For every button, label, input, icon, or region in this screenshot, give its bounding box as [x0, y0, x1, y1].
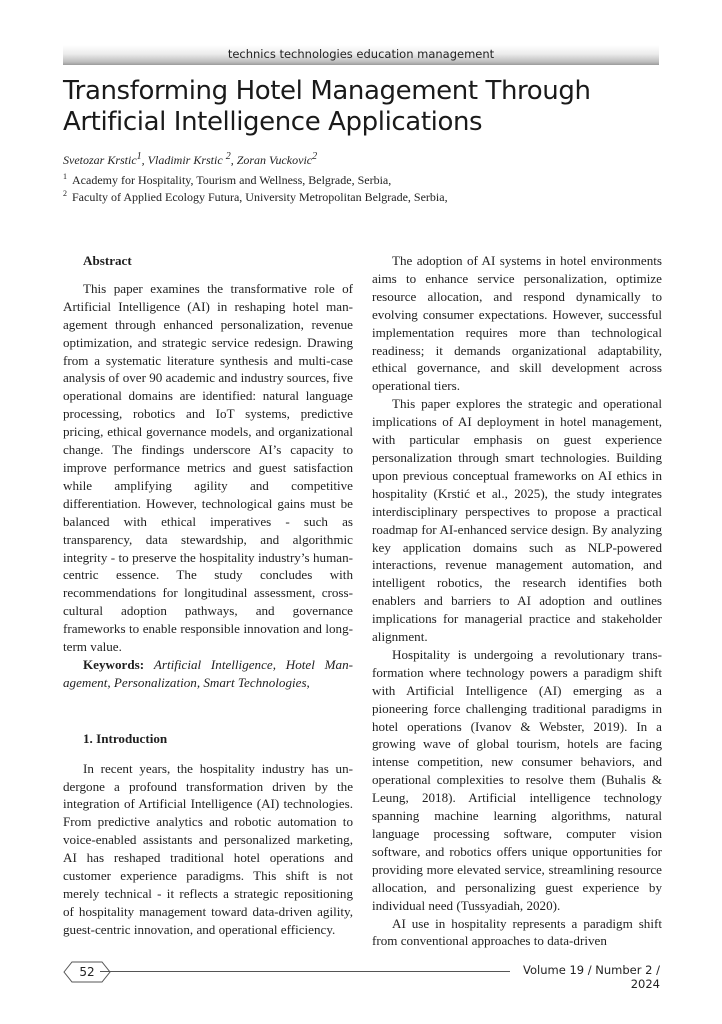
page-number: 52	[79, 965, 95, 979]
title-line-1: Transforming Hotel Management Through	[63, 76, 591, 106]
abstract-text: This paper examines the transformative role of Artificial Intelligence (AI) in reshaping hotel management through enhanced personalization, revenue optimization, and strategic service redesign. Drawing from a systematic literature synthesis and multi-case analysis of over 90 academic and industry sources, five operational domains are identified: natural language processing, robotics and IoT systems, predictive pricing, ethical governance models, and organizational change. The findings underscore AI’s capacity to improve performance metrics and guest satisfaction while amplifying agility and competitive differentiation. However, technological gains must be balanced with ethical imperatives - such as transparency, data stewardship, and algorithmic integrity - to preserve the hospitality industry’s human-centric essence. The study concludes with recommendations for longitudinal assessment, cross-cultural adoption pathways, and governance frameworks to enable responsible innovation and long-term value.	[63, 280, 353, 655]
abstract-heading: Abstract	[83, 253, 132, 268]
author-2: Vladimir Krstic	[147, 153, 226, 167]
right-column	[372, 252, 662, 950]
affiliation-1-text: Academy for Hospitality, Tourism and Wellness, Belgrade, Serbia,	[72, 173, 392, 187]
keywords	[63, 656, 353, 692]
left-column	[63, 252, 353, 939]
journal-header-bar	[63, 45, 659, 65]
author-2-affil: 2	[225, 151, 231, 162]
body-paragraph-1: The adoption of AI systems in hotel environments aims to enhance service personalization, optimize resource allocation, and respond dynamically to evolving consumer expectations. However, successful implementation requires more than technological readiness; it demands organizational adaptability, ethical governance, and skill development across operational tiers.	[372, 253, 662, 394]
affiliation-1	[63, 172, 391, 188]
affiliation-1-num: 1	[63, 172, 67, 181]
introduction-heading: 1. Introduction	[83, 730, 168, 746]
footer-divider	[100, 971, 510, 972]
author-3: Zoran Vuckovic	[236, 153, 313, 167]
body-paragraph-3: Hospitality is undergoing a revolutionary transformation where technology powers a paradigm shift with Artificial Intelligence (AI) emerging as a pioneering force challenging traditional paradigms in hotel operations (Ivanov & Webster, 2019). In a growing wave of global tourism, hotels are facing intense competition, new consumer behaviors, and operational complexities to resolve them (Buhalis & Leung, 2018). Artificial intelligence technology spanning machine learning algorithms, natural language processing software, computer vision software, and robotics offers unique opportunities for providing more elevated service, streamlining resource allocation, and personalizing guest experience by individual need (Tussyadiah, 2020).	[372, 646, 662, 913]
paper-title	[63, 76, 663, 138]
journal-name: technics technologies education management	[227, 47, 495, 61]
body-paragraph-2: This paper explores the strategic and operational implications of AI deployment in hotel management, with particular emphasis on guest experience personalization through smart technologies. Building upon previous conceptual frameworks on AI ethics in hospitality (Krstić et al., 2025), the study integrates interdisciplinary perspectives to propose a practical roadmap for AI-enhanced service design. By analyzing key application domains such as NLP-powered interactions, revenue management automation, and intelligent robotics, the research identifies both enablers and barriers to AI adoption and outlines implications for managerial practice and stakeholder alignment.	[372, 396, 662, 645]
section-spacer	[63, 692, 353, 730]
keywords-label: Keywords:	[83, 656, 145, 672]
body-paragraph-4: AI use in hospitality represents a paradigm shift from conventional approaches to data-driven	[372, 915, 662, 949]
footer-volume: Volume 19 / Number 2 / 2024	[523, 963, 660, 991]
author-list: Svetozar Krstic$^1$, Vladimir Krstic $^2$, Zoran Vuckovic$^2$	[63, 151, 318, 167]
affiliation-2	[63, 189, 448, 205]
author-1: Svetozar Krstic	[63, 153, 137, 167]
affiliation-2-text: Faculty of Applied Ecology Futura, University Metropolitan Belgrade, Serbia,	[72, 190, 448, 204]
author-1-affil: 1	[136, 151, 142, 162]
title-line-2: Artificial Intelligence Applications	[63, 107, 483, 137]
affiliation-2-num: 2	[63, 189, 67, 198]
author-3-affil: 2	[312, 151, 318, 162]
introduction-paragraph-1: In recent years, the hospitality industry has undergone a profound transformation driven by the integration of Artificial Intelligence (AI) technologies. From predictive analytics and robotic automation to voice-enabled assistants and personalized marketing, AI has reshaped traditional hotel operations and customer experience paradigms. This shift is not merely technical - it reflects a strategic repositioning of hospitality management toward data-driven agility, guest-centric innovation, and operational efficiency.	[63, 760, 353, 937]
keywords-list: Artificial Intelligence, Hotel Management, Personalization, Smart Technologies,	[63, 656, 353, 690]
